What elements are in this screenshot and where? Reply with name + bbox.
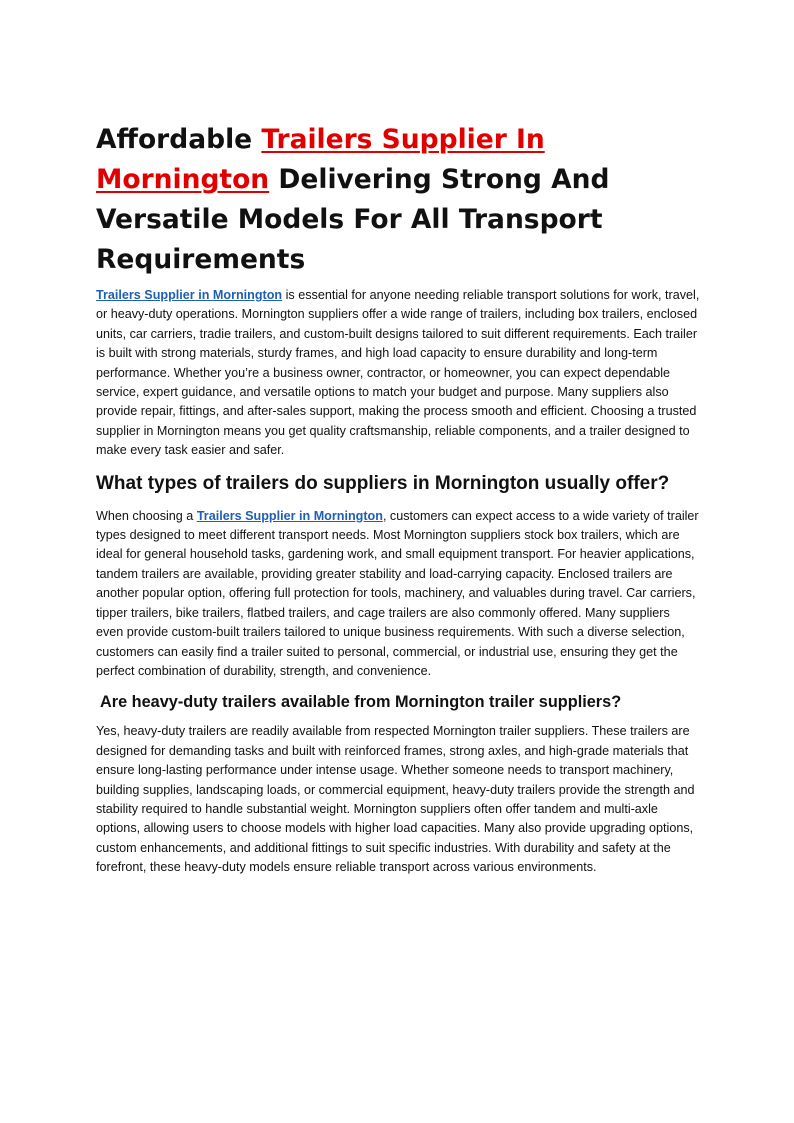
title-prefix: Affordable [96, 124, 262, 155]
section1-link[interactable]: Trailers Supplier in Mornington [196, 508, 383, 523]
document-page [96, 120, 700, 878]
section2-paragraph: Yes, heavy-duty trailers are readily available from respected Mornington trailer suppliers. These trailers are designed for demanding tasks and built with reinforced frames, strong axles, and high-grade materials that ensure long-lasting performance under intense usage. Whether someone needs to transport machinery, building supplies, landscaping loads, or commercial equipment, heavy-duty trailers provide the strength and stability required to handle substantial weight. Mornington suppliers often offer tandem and multi-axle options, allowing users to choose models with higher load capacities. Many also provide upgrading options, custom enhancements, and additional fittings to suit specific industries. With durability and safety at the forefront, these heavy-duty models ensure reliable transport across various environments. [96, 724, 695, 875]
title-suffix: Delivering Strong And Versatile Models For All Transport Requirements [96, 164, 610, 275]
title-highlight-link[interactable]: Trailers Supplier In Mornington [96, 124, 545, 195]
section1-before: When choosing a [96, 508, 197, 523]
intro-link[interactable]: Trailers Supplier in Mornington [96, 288, 283, 302]
intro-text: is essential for anyone needing reliable transport solutions for work, travel, or heavy-duty operations. Mornington suppliers offer a wide range of trailers, including box trailers, enclosed units, car carriers, tradie trailers, and custom-built designs tailored to suit different requirements. Each trailer is built with strong materials, sturdy frames, and high load capacity to ensure durability and long-term performance. Whether you’re a business owner, contractor, or homeowner, you can expect dependable service, expert guidance, and versatile options to match your budget and purpose. Many suppliers also provide repair, fittings, and after-sales support, making the process smooth and efficient. Choosing a trusted supplier in Mornington means you get quality craftsmanship, reliable components, and a trailer designed to make every task easier and safer. [96, 288, 700, 458]
intro-paragraph [96, 286, 700, 461]
section1-heading: What types of trailers do suppliers in Mornington usually offer? [96, 472, 670, 494]
section2-heading: Are heavy-duty trailers available from Mornington trailer suppliers? [100, 693, 622, 712]
section1-paragraph [96, 507, 700, 682]
section1-text: , customers can expect access to a wide variety of trailer types designed to meet different transport needs. Most Mornington suppliers stock box trailers, which are ideal for general household tasks, gardening work, and small equipment transport. For heavier applications, tandem trailers are available, providing greater stability and load-carrying capacity. Enclosed trailers are another popular option, offering full protection for tools, machinery, and valuables during travel. Car carriers, tipper trailers, bike trailers, flatbed trailers, and cage trailers are also commonly offered. Many suppliers even provide custom-built trailers tailored to unique business requirements. With such a diverse selection, customers can easily find a trailer suited to personal, commercial, or industrial use, ensuring they get the perfect combination of durability, strength, and convenience. [96, 508, 699, 678]
page-title [96, 120, 700, 280]
